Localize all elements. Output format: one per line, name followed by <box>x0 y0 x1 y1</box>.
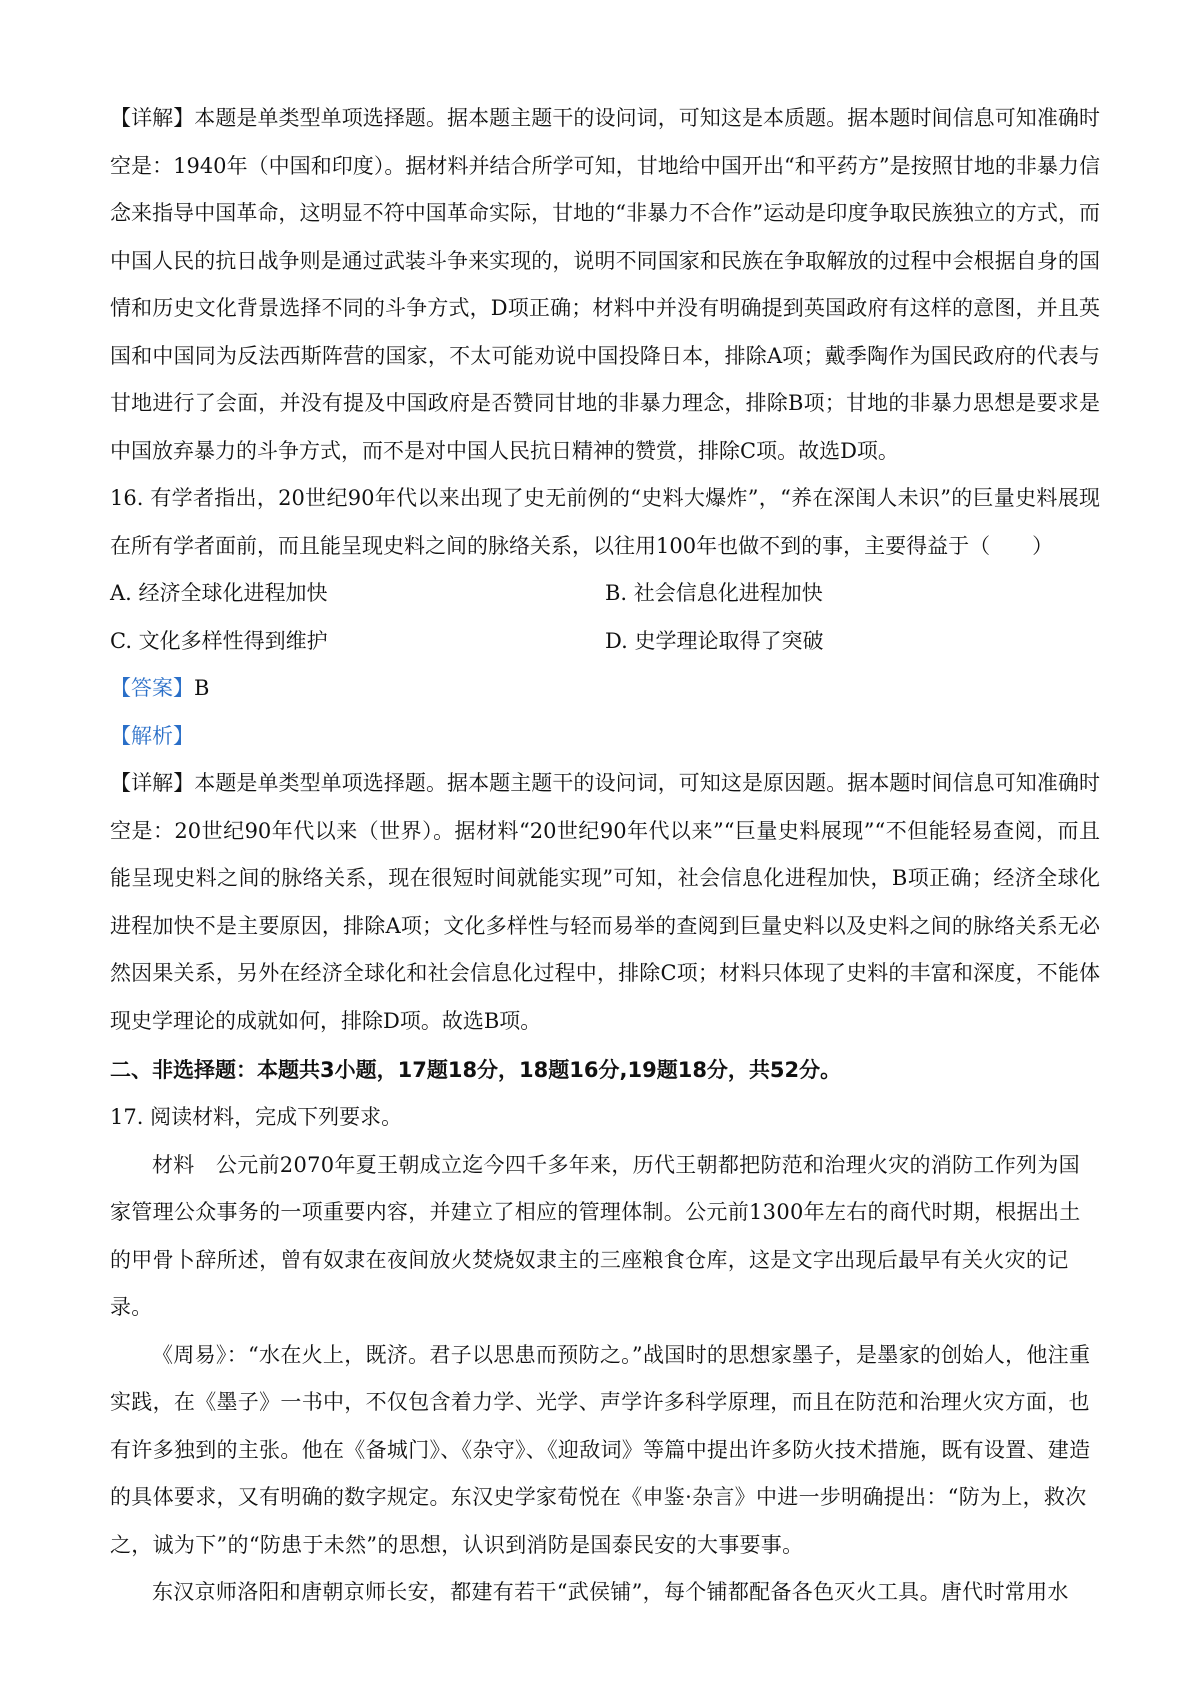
q16-option-b: B. 社会信息化进程加快 <box>605 581 823 605</box>
answer-label: 【答案】 <box>110 676 194 700</box>
q16-analysis-label: 【解析】 <box>110 723 194 748</box>
answer-value: B <box>194 676 210 700</box>
q17-stem: 17. 阅读材料，完成下列要求。 <box>110 1105 403 1129</box>
q16-option-a: A. 经济全球化进程加快 <box>110 581 328 605</box>
q16-option-d: D. 史学理论取得了突破 <box>605 628 824 653</box>
q17-material-paragraph-1: 材料 公元前2070年夏王朝成立迄今四千多年来，历代王朝都把防范和治理火灾的消防工作列为国家管理公众事务的一项重要内容，并建立了相应的管理体制。公元前1300年左右的商代时期，根据出土的甲骨卜辞所述，曾有奴隶在夜间放火焚烧奴隶主的三座粮食仓库，这是文字出现后最早有关火灾的记录。 <box>110 1152 1081 1319</box>
q16-option-c: C. 文化多样性得到维护 <box>110 628 328 653</box>
q16-detail: 【详解】本题是单类型单项选择题。据本题主题干的设问词，可知这是原因题。据本题时间信息可知准确时空是：20世纪90年代以来（世界）。据材料“20世纪90年代以来”“巨量史料展现”“不但能轻易查阅，而且能呈现史料之间的脉络关系，现在很短时间就能实现”可知，社会信息化进程加快，B项正确；经济全球化进程加快不是主要原因，排除A项；文化多样性与轻而易举的查阅到巨量史料以及史料之间的脉络关系无必然因果关系，另外在经济全球化和社会信息化过程中，排除C项；材料只体现了史料的丰富和深度，不能体现史学理论的成就如何，排除D项。故选B项。 <box>110 771 1100 1033</box>
q15-detail: 【详解】本题是单类型单项选择题。据本题主题干的设问词，可知这是本质题。据本题时间信息可知准确时空是：1940年（中国和印度）。据材料并结合所学可知，甘地给中国开出“和平药方”是按照甘地的非暴力信念来指导中国革命，这明显不符中国革命实际，甘地的“非暴力不合作”运动是印度争取民族独立的方式，而中国人民的抗日战争则是通过武装斗争来实现的，说明不同国家和民族在争取解放的过程中会根据自身的国情和历史文化背景选择不同的斗争方式，D项正确；材料中并没有明确提到英国政府有这样的意图，并且英国和中国同为反法西斯阵营的国家，不太可能劝说中国投降日本，排除A项；戴季陶作为国民政府的代表与甘地进行了会面，并没有提及中国政府是否赞同甘地的非暴力理念，排除B项；甘地的非暴力思想是要求是中国放弃暴力的斗争方式，而不是对中国人民抗日精神的赞赏，排除C项。故选D项。 <box>110 106 1100 463</box>
section-heading: 二、非选择题：本题共3小题，17题18分，18题16分,19题18分，共52分。 <box>110 1058 842 1082</box>
q16-stem: 16. 有学者指出，20世纪90年代以来出现了史无前例的“史料大爆炸”，“养在深闺人未识”的巨量史料展现在所有学者面前，而且能呈现史料之间的脉络关系，以往用100年也做不到的事，主要得益于（ ） <box>110 486 1100 558</box>
document-page <box>110 95 1100 1617</box>
q17-material-paragraph-2: 《周易》：“水在火上，既济。君子以思患而预防之。”战国时的思想家墨子，是墨家的创始人，他注重实践，在《墨子》一书中，不仅包含着力学、光学、声学许多科学原理，而且在防范和治理火灾方面，也有许多独到的主张。他在《备城门》、《杂守》、《迎敌词》等篇中提出许多防火技术措施，既有设置、建造的具体要求，又有明确的数字规定。东汉史学家荀悦在《申鉴·杂言》中进一步明确提出：“防为上，救次之，诚为下”的“防患于未然”的思想，认识到消防是国泰民安的大事要事。 <box>110 1342 1091 1557</box>
q16-options <box>110 570 1100 665</box>
q16-answer <box>110 665 1100 713</box>
q17-material-paragraph-3: 东汉京师洛阳和唐朝京师长安，都建有若干“武侯铺”，每个铺都配备各色灭火工具。唐代时常用水 <box>152 1580 1069 1604</box>
